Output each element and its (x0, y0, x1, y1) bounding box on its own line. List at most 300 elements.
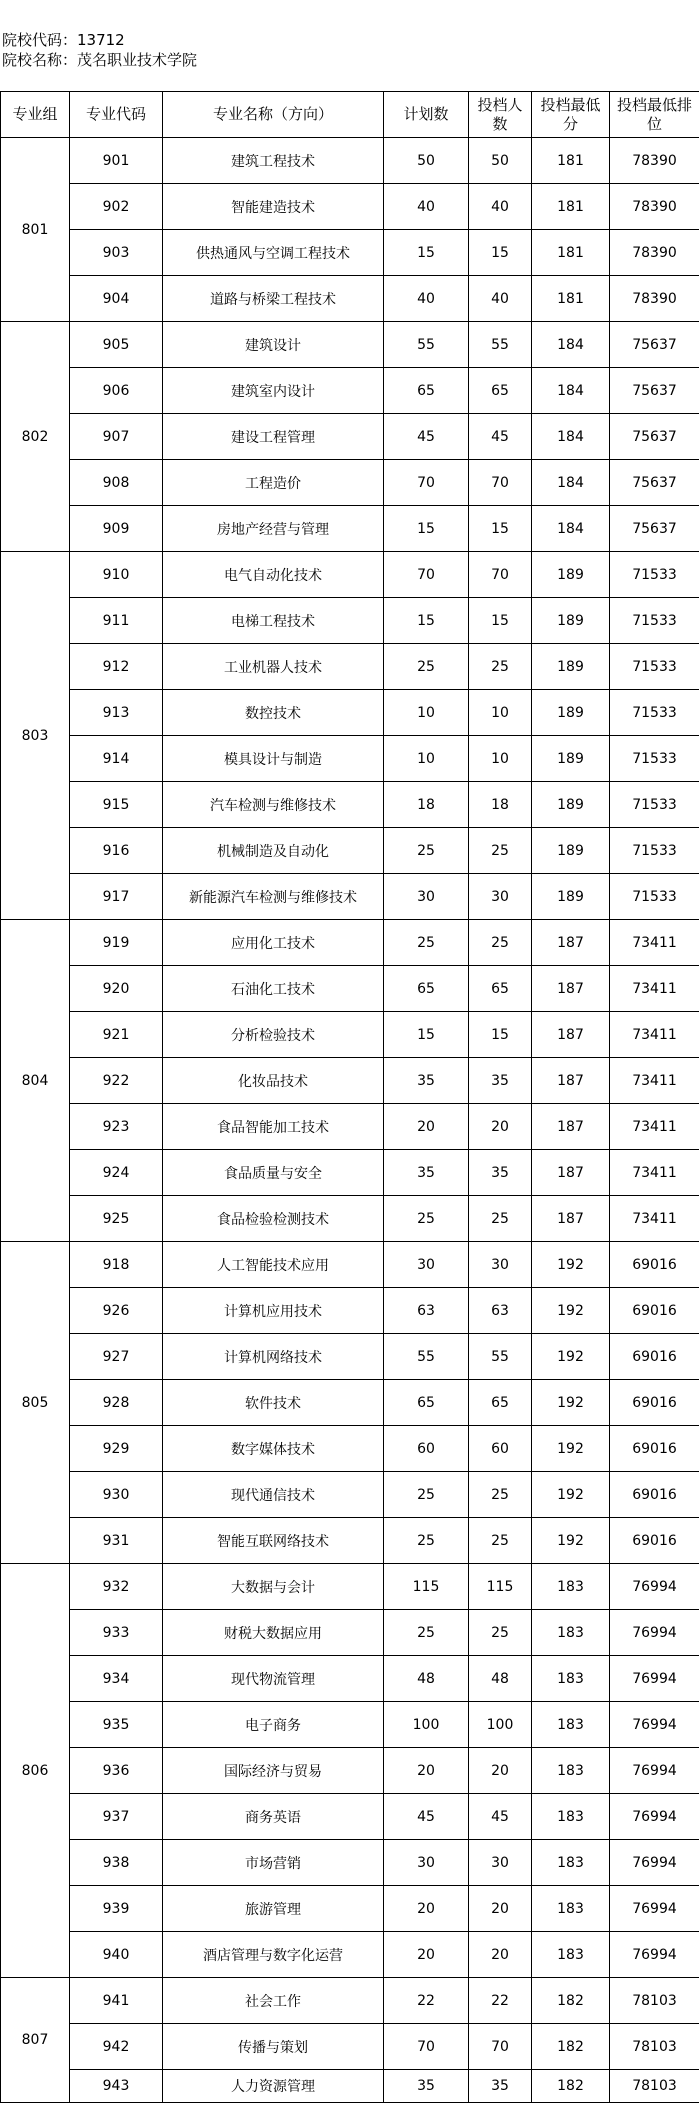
admitted-count-cell: 60 (469, 1426, 532, 1472)
major-code-cell: 911 (70, 598, 163, 644)
min-rank-cell: 78390 (610, 230, 699, 276)
table-row (1, 1610, 699, 1656)
min-rank-cell: 76994 (610, 1794, 699, 1840)
major-code-cell: 903 (70, 230, 163, 276)
admitted-count-cell: 25 (469, 644, 532, 690)
min-score-cell: 187 (532, 1012, 610, 1058)
major-name-cell: 模具设计与制造 (163, 736, 384, 782)
plan-count-cell: 25 (384, 920, 469, 966)
major-code-cell: 924 (70, 1150, 163, 1196)
table-row (1, 230, 699, 276)
admitted-count-cell: 48 (469, 1656, 532, 1702)
table-row (1, 2024, 699, 2070)
major-code-cell: 941 (70, 1978, 163, 2024)
min-rank-cell: 76994 (610, 1886, 699, 1932)
table-header-row (1, 92, 699, 138)
admitted-count-cell: 100 (469, 1702, 532, 1748)
major-name-cell: 机械制造及自动化 (163, 828, 384, 874)
major-name-cell: 工程造价 (163, 460, 384, 506)
min-score-cell: 183 (532, 1656, 610, 1702)
school-code: 院校代码：13712 (2, 31, 125, 49)
plan-count-cell: 25 (384, 644, 469, 690)
group-cell: 805 (1, 1242, 70, 1564)
admitted-count-cell: 20 (469, 1932, 532, 1978)
admitted-count-cell: 15 (469, 506, 532, 552)
table-row (1, 644, 699, 690)
min-rank-cell: 76994 (610, 1564, 699, 1610)
min-score-cell: 183 (532, 1564, 610, 1610)
min-rank-cell: 78390 (610, 184, 699, 230)
table-row (1, 1518, 699, 1564)
admitted-count-cell: 115 (469, 1564, 532, 1610)
major-code-cell: 921 (70, 1012, 163, 1058)
major-name-cell: 传播与策划 (163, 2024, 384, 2070)
major-name-cell: 房地产经营与管理 (163, 506, 384, 552)
table-row (1, 1334, 699, 1380)
admitted-count-cell: 63 (469, 1288, 532, 1334)
table-row (1, 920, 699, 966)
min-score-cell: 184 (532, 460, 610, 506)
major-name-cell: 建设工程管理 (163, 414, 384, 460)
min-rank-cell: 75637 (610, 368, 699, 414)
table-row (1, 966, 699, 1012)
table-row (1, 598, 699, 644)
major-name-cell: 应用化工技术 (163, 920, 384, 966)
min-score-cell: 189 (532, 782, 610, 828)
major-code-cell: 934 (70, 1656, 163, 1702)
major-name-cell: 数字媒体技术 (163, 1426, 384, 1472)
min-rank-cell: 73411 (610, 1058, 699, 1104)
major-code-cell: 923 (70, 1104, 163, 1150)
min-rank-cell: 78103 (610, 1978, 699, 2024)
major-name-cell: 人工智能技术应用 (163, 1242, 384, 1288)
table-row (1, 184, 699, 230)
min-score-cell: 187 (532, 1150, 610, 1196)
table-row (1, 1840, 699, 1886)
table-row (1, 1058, 699, 1104)
major-code-cell: 904 (70, 276, 163, 322)
admitted-count-cell: 25 (469, 1610, 532, 1656)
min-score-cell: 184 (532, 368, 610, 414)
plan-count-cell: 35 (384, 1150, 469, 1196)
admitted-count-cell: 30 (469, 1242, 532, 1288)
major-code-cell: 918 (70, 1242, 163, 1288)
min-rank-cell: 71533 (610, 782, 699, 828)
plan-count-cell: 65 (384, 368, 469, 414)
plan-count-cell: 15 (384, 230, 469, 276)
plan-count-cell: 25 (384, 828, 469, 874)
min-rank-cell: 71533 (610, 552, 699, 598)
min-score-cell: 192 (532, 1380, 610, 1426)
admitted-count-cell: 35 (469, 1150, 532, 1196)
table-row (1, 782, 699, 828)
major-code-cell: 920 (70, 966, 163, 1012)
major-code-cell: 935 (70, 1702, 163, 1748)
group-cell: 807 (1, 1978, 70, 2103)
header-min-rank: 投档最低排位 (610, 92, 699, 138)
major-name-cell: 软件技术 (163, 1380, 384, 1426)
table-body (1, 138, 699, 2103)
min-score-cell: 189 (532, 690, 610, 736)
table-row (1, 1426, 699, 1472)
admitted-count-cell: 45 (469, 1794, 532, 1840)
admitted-count-cell: 22 (469, 1978, 532, 2024)
plan-count-cell: 70 (384, 2024, 469, 2070)
table-row (1, 1472, 699, 1518)
major-name-cell: 数控技术 (163, 690, 384, 736)
table-row (1, 1932, 699, 1978)
min-rank-cell: 71533 (610, 598, 699, 644)
plan-count-cell: 25 (384, 1196, 469, 1242)
admitted-count-cell: 25 (469, 1472, 532, 1518)
major-code-cell: 925 (70, 1196, 163, 1242)
min-score-cell: 184 (532, 506, 610, 552)
plan-count-cell: 70 (384, 552, 469, 598)
min-score-cell: 192 (532, 1242, 610, 1288)
major-code-cell: 932 (70, 1564, 163, 1610)
min-rank-cell: 69016 (610, 1334, 699, 1380)
plan-count-cell: 25 (384, 1472, 469, 1518)
major-name-cell: 智能互联网络技术 (163, 1518, 384, 1564)
min-score-cell: 189 (532, 874, 610, 920)
major-code-cell: 908 (70, 460, 163, 506)
admitted-count-cell: 40 (469, 276, 532, 322)
major-name-cell: 国际经济与贸易 (163, 1748, 384, 1794)
min-score-cell: 184 (532, 414, 610, 460)
min-rank-cell: 76994 (610, 1702, 699, 1748)
admitted-count-cell: 40 (469, 184, 532, 230)
plan-count-cell: 30 (384, 874, 469, 920)
admitted-count-cell: 15 (469, 598, 532, 644)
plan-count-cell: 55 (384, 322, 469, 368)
min-score-cell: 192 (532, 1334, 610, 1380)
plan-count-cell: 15 (384, 598, 469, 644)
table-row (1, 1656, 699, 1702)
major-code-cell: 907 (70, 414, 163, 460)
major-name-cell: 食品智能加工技术 (163, 1104, 384, 1150)
major-code-cell: 909 (70, 506, 163, 552)
table-row (1, 368, 699, 414)
min-rank-cell: 73411 (610, 1104, 699, 1150)
plan-count-cell: 20 (384, 1104, 469, 1150)
admitted-count-cell: 30 (469, 1840, 532, 1886)
min-score-cell: 189 (532, 552, 610, 598)
major-name-cell: 道路与桥梁工程技术 (163, 276, 384, 322)
min-rank-cell: 76994 (610, 1656, 699, 1702)
major-code-cell: 917 (70, 874, 163, 920)
plan-count-cell: 20 (384, 1748, 469, 1794)
major-code-cell: 901 (70, 138, 163, 184)
major-name-cell: 酒店管理与数字化运营 (163, 1932, 384, 1978)
plan-count-cell: 22 (384, 1978, 469, 2024)
admitted-count-cell: 25 (469, 920, 532, 966)
table-row (1, 552, 699, 598)
major-code-cell: 916 (70, 828, 163, 874)
table-row (1, 874, 699, 920)
min-score-cell: 182 (532, 1978, 610, 2024)
table-row (1, 1288, 699, 1334)
major-name-cell: 市场营销 (163, 1840, 384, 1886)
table-row (1, 1748, 699, 1794)
plan-count-cell: 45 (384, 1794, 469, 1840)
group-cell: 804 (1, 920, 70, 1242)
plan-count-cell: 40 (384, 276, 469, 322)
table-row (1, 736, 699, 782)
table-row (1, 1794, 699, 1840)
min-rank-cell: 76994 (610, 1748, 699, 1794)
admitted-count-cell: 20 (469, 1748, 532, 1794)
header-plan: 计划数 (384, 92, 469, 138)
admitted-count-cell: 55 (469, 1334, 532, 1380)
min-rank-cell: 71533 (610, 874, 699, 920)
major-name-cell: 人力资源管理 (163, 2070, 384, 2103)
major-name-cell: 食品质量与安全 (163, 1150, 384, 1196)
min-rank-cell: 76994 (610, 1932, 699, 1978)
major-code-cell: 928 (70, 1380, 163, 1426)
table-row (1, 322, 699, 368)
major-name-cell: 电子商务 (163, 1702, 384, 1748)
admitted-count-cell: 25 (469, 1518, 532, 1564)
major-name-cell: 分析检验技术 (163, 1012, 384, 1058)
major-name-cell: 供热通风与空调工程技术 (163, 230, 384, 276)
min-rank-cell: 78103 (610, 2024, 699, 2070)
admitted-count-cell: 15 (469, 1012, 532, 1058)
major-name-cell: 现代通信技术 (163, 1472, 384, 1518)
admitted-count-cell: 45 (469, 414, 532, 460)
major-name-cell: 旅游管理 (163, 1886, 384, 1932)
min-rank-cell: 69016 (610, 1472, 699, 1518)
plan-count-cell: 55 (384, 1334, 469, 1380)
table-row (1, 506, 699, 552)
admitted-count-cell: 30 (469, 874, 532, 920)
major-name-cell: 化妆品技术 (163, 1058, 384, 1104)
major-code-cell: 906 (70, 368, 163, 414)
min-rank-cell: 71533 (610, 828, 699, 874)
plan-count-cell: 30 (384, 1242, 469, 1288)
major-code-cell: 938 (70, 1840, 163, 1886)
min-rank-cell: 75637 (610, 322, 699, 368)
major-code-cell: 915 (70, 782, 163, 828)
admitted-count-cell: 35 (469, 2070, 532, 2103)
plan-count-cell: 20 (384, 1932, 469, 1978)
min-rank-cell: 73411 (610, 1012, 699, 1058)
major-code-cell: 913 (70, 690, 163, 736)
table-row (1, 1242, 699, 1288)
admitted-count-cell: 15 (469, 230, 532, 276)
major-name-cell: 电梯工程技术 (163, 598, 384, 644)
table-row (1, 1380, 699, 1426)
plan-count-cell: 25 (384, 1518, 469, 1564)
plan-count-cell: 15 (384, 506, 469, 552)
major-code-cell: 929 (70, 1426, 163, 1472)
major-code-cell: 931 (70, 1518, 163, 1564)
major-name-cell: 财税大数据应用 (163, 1610, 384, 1656)
min-score-cell: 183 (532, 1610, 610, 1656)
min-rank-cell: 73411 (610, 966, 699, 1012)
min-score-cell: 187 (532, 920, 610, 966)
min-rank-cell: 75637 (610, 506, 699, 552)
group-cell: 802 (1, 322, 70, 552)
min-rank-cell: 78390 (610, 138, 699, 184)
min-score-cell: 181 (532, 138, 610, 184)
min-score-cell: 183 (532, 1840, 610, 1886)
min-rank-cell: 69016 (610, 1288, 699, 1334)
min-score-cell: 183 (532, 1748, 610, 1794)
table-row (1, 460, 699, 506)
table-row (1, 1978, 699, 2024)
min-rank-cell: 73411 (610, 1150, 699, 1196)
min-rank-cell: 76994 (610, 1610, 699, 1656)
min-score-cell: 187 (532, 1058, 610, 1104)
plan-count-cell: 63 (384, 1288, 469, 1334)
major-name-cell: 建筑设计 (163, 322, 384, 368)
table-row (1, 138, 699, 184)
school-info-header (0, 0, 699, 91)
major-code-cell: 905 (70, 322, 163, 368)
major-code-cell: 914 (70, 736, 163, 782)
min-rank-cell: 69016 (610, 1242, 699, 1288)
major-name-cell: 食品检验检测技术 (163, 1196, 384, 1242)
major-code-cell: 926 (70, 1288, 163, 1334)
min-score-cell: 182 (532, 2070, 610, 2103)
plan-count-cell: 48 (384, 1656, 469, 1702)
table-row (1, 1150, 699, 1196)
min-score-cell: 183 (532, 1702, 610, 1748)
min-score-cell: 187 (532, 1104, 610, 1150)
major-name-cell: 计算机应用技术 (163, 1288, 384, 1334)
major-code-cell: 930 (70, 1472, 163, 1518)
header-major-name: 专业名称（方向） (163, 92, 384, 138)
admitted-count-cell: 65 (469, 966, 532, 1012)
min-rank-cell: 69016 (610, 1426, 699, 1472)
major-name-cell: 工业机器人技术 (163, 644, 384, 690)
major-code-cell: 902 (70, 184, 163, 230)
table-row (1, 1886, 699, 1932)
admitted-count-cell: 65 (469, 1380, 532, 1426)
admitted-count-cell: 20 (469, 1104, 532, 1150)
group-cell: 801 (1, 138, 70, 322)
major-name-cell: 大数据与会计 (163, 1564, 384, 1610)
min-score-cell: 192 (532, 1472, 610, 1518)
major-code-cell: 927 (70, 1334, 163, 1380)
major-code-cell: 933 (70, 1610, 163, 1656)
major-code-cell: 937 (70, 1794, 163, 1840)
plan-count-cell: 65 (384, 966, 469, 1012)
min-rank-cell: 73411 (610, 920, 699, 966)
major-code-cell: 942 (70, 2024, 163, 2070)
admitted-count-cell: 25 (469, 828, 532, 874)
table-row (1, 414, 699, 460)
table-row (1, 1196, 699, 1242)
plan-count-cell: 50 (384, 138, 469, 184)
min-score-cell: 182 (532, 2024, 610, 2070)
plan-count-cell: 25 (384, 1610, 469, 1656)
plan-count-cell: 20 (384, 1886, 469, 1932)
header-code: 专业代码 (70, 92, 163, 138)
admitted-count-cell: 70 (469, 2024, 532, 2070)
plan-count-cell: 45 (384, 414, 469, 460)
min-rank-cell: 75637 (610, 414, 699, 460)
min-rank-cell: 71533 (610, 644, 699, 690)
major-name-cell: 建筑工程技术 (163, 138, 384, 184)
min-rank-cell: 76994 (610, 1840, 699, 1886)
min-score-cell: 184 (532, 322, 610, 368)
admitted-count-cell: 55 (469, 322, 532, 368)
min-score-cell: 192 (532, 1518, 610, 1564)
admitted-count-cell: 65 (469, 368, 532, 414)
major-code-cell: 940 (70, 1932, 163, 1978)
major-name-cell: 商务英语 (163, 1794, 384, 1840)
major-name-cell: 新能源汽车检测与维修技术 (163, 874, 384, 920)
major-code-cell: 939 (70, 1886, 163, 1932)
min-score-cell: 181 (532, 230, 610, 276)
table-row (1, 828, 699, 874)
plan-count-cell: 10 (384, 690, 469, 736)
min-score-cell: 181 (532, 276, 610, 322)
header-admitted: 投档人数 (469, 92, 532, 138)
admitted-count-cell: 50 (469, 138, 532, 184)
major-code-cell: 912 (70, 644, 163, 690)
plan-count-cell: 30 (384, 1840, 469, 1886)
min-score-cell: 183 (532, 1886, 610, 1932)
group-cell: 806 (1, 1564, 70, 1978)
major-name-cell: 现代物流管理 (163, 1656, 384, 1702)
major-name-cell: 社会工作 (163, 1978, 384, 2024)
min-rank-cell: 73411 (610, 1196, 699, 1242)
major-code-cell: 919 (70, 920, 163, 966)
table-row (1, 690, 699, 736)
min-score-cell: 189 (532, 736, 610, 782)
plan-count-cell: 35 (384, 2070, 469, 2103)
plan-count-cell: 65 (384, 1380, 469, 1426)
plan-count-cell: 15 (384, 1012, 469, 1058)
admitted-count-cell: 70 (469, 460, 532, 506)
admitted-count-cell: 25 (469, 1196, 532, 1242)
min-rank-cell: 75637 (610, 460, 699, 506)
plan-count-cell: 100 (384, 1702, 469, 1748)
min-score-cell: 189 (532, 644, 610, 690)
min-score-cell: 187 (532, 966, 610, 1012)
header-min-score: 投档最低分 (532, 92, 610, 138)
admitted-count-cell: 10 (469, 736, 532, 782)
table-row (1, 1702, 699, 1748)
plan-count-cell: 10 (384, 736, 469, 782)
major-code-cell: 922 (70, 1058, 163, 1104)
major-name-cell: 建筑室内设计 (163, 368, 384, 414)
admission-table (0, 91, 699, 2103)
table-row (1, 2070, 699, 2103)
table-row (1, 1012, 699, 1058)
min-rank-cell: 71533 (610, 736, 699, 782)
group-cell: 803 (1, 552, 70, 920)
admitted-count-cell: 70 (469, 552, 532, 598)
admitted-count-cell: 18 (469, 782, 532, 828)
min-score-cell: 183 (532, 1932, 610, 1978)
major-name-cell: 石油化工技术 (163, 966, 384, 1012)
min-score-cell: 189 (532, 828, 610, 874)
min-rank-cell: 69016 (610, 1518, 699, 1564)
min-score-cell: 192 (532, 1288, 610, 1334)
min-score-cell: 189 (532, 598, 610, 644)
min-score-cell: 187 (532, 1196, 610, 1242)
school-name: 院校名称：茂名职业技术学院 (2, 51, 198, 69)
min-score-cell: 181 (532, 184, 610, 230)
admitted-count-cell: 20 (469, 1886, 532, 1932)
major-name-cell: 电气自动化技术 (163, 552, 384, 598)
table-row (1, 1104, 699, 1150)
major-code-cell: 936 (70, 1748, 163, 1794)
major-code-cell: 910 (70, 552, 163, 598)
